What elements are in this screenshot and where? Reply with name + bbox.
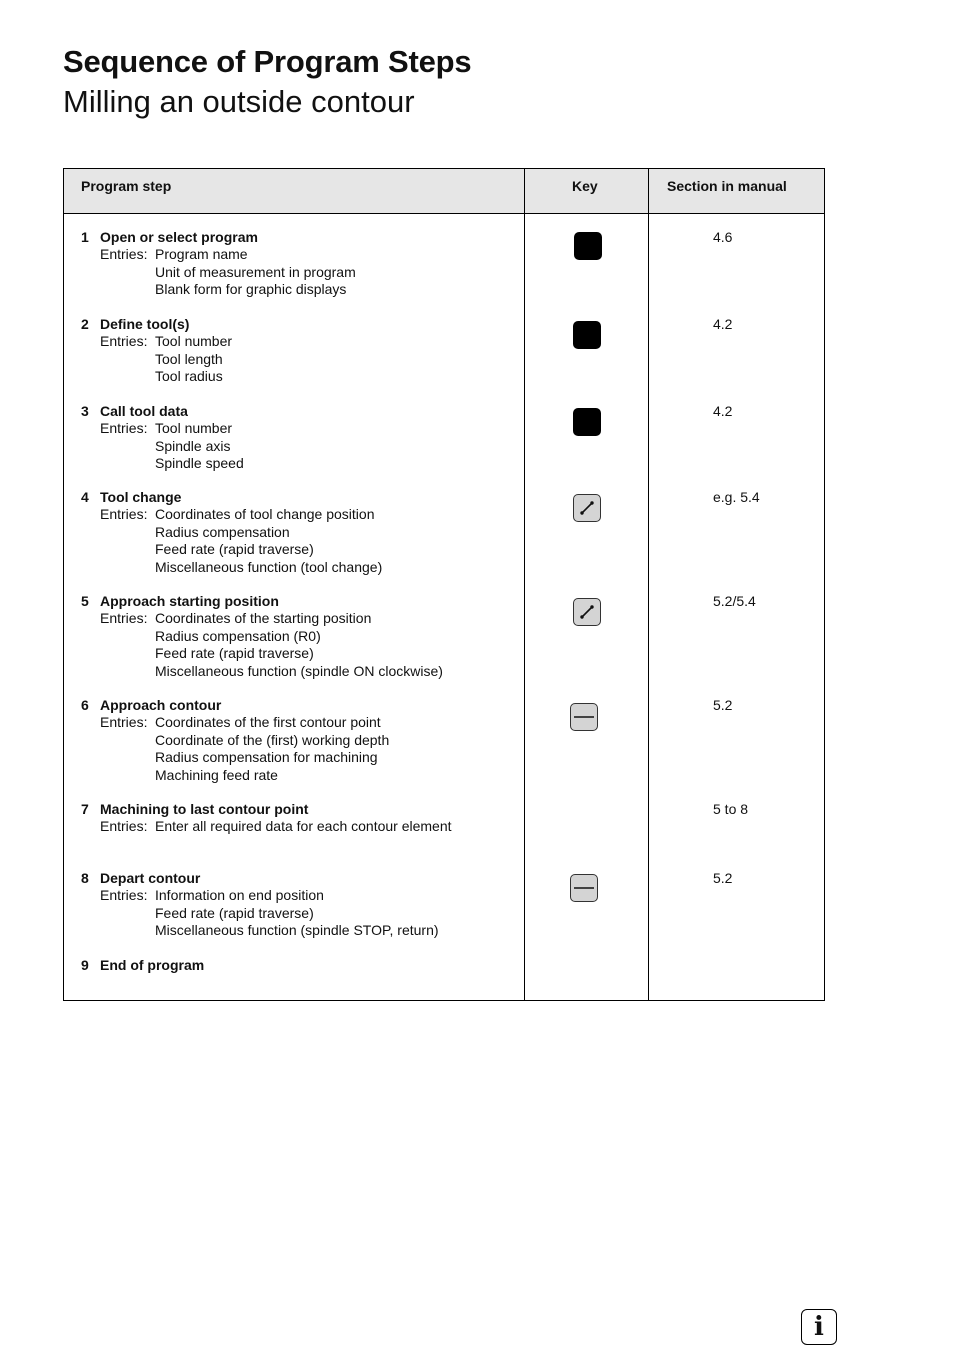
program-step xyxy=(81,593,443,680)
table-header xyxy=(64,169,824,214)
step-title: Machining to last contour point xyxy=(100,801,309,817)
entry-item: Coordinates of tool change position xyxy=(155,506,375,523)
step-number: 2 xyxy=(81,316,89,332)
horizontal-line-key-icon xyxy=(570,703,598,731)
entry-item: Enter all required data for each contour element xyxy=(155,818,452,835)
program-steps-table xyxy=(63,168,825,1001)
step-heading xyxy=(81,316,232,333)
section-reference: e.g. 5.4 xyxy=(713,489,760,505)
entry-item: Feed rate (rapid traverse) xyxy=(155,904,314,921)
entries-label: Entries: xyxy=(100,506,148,523)
program-step xyxy=(81,316,232,386)
line-key-icon xyxy=(573,598,601,626)
entry-item: Miscellaneous function (spindle STOP, return) xyxy=(155,922,439,939)
step-heading xyxy=(81,489,382,506)
entry-item: Radius compensation (R0) xyxy=(155,627,321,644)
step-title: Tool change xyxy=(100,489,182,505)
step-heading xyxy=(81,697,389,714)
step-heading xyxy=(81,229,356,246)
step-entries xyxy=(81,714,389,784)
black-key-icon xyxy=(574,232,602,260)
step-entries xyxy=(81,610,443,680)
entry-item: Coordinates of the starting position xyxy=(155,610,372,627)
program-step xyxy=(81,229,356,299)
step-title: Define tool(s) xyxy=(100,316,190,332)
entry-item: Feed rate (rapid traverse) xyxy=(155,541,314,558)
section-reference: 4.6 xyxy=(713,229,733,245)
entries-label: Entries: xyxy=(100,818,148,835)
page-subtitle: Milling an outside contour xyxy=(63,84,415,119)
section-reference: 4.2 xyxy=(713,403,733,419)
entry-item: Tool number xyxy=(155,333,233,350)
step-entries xyxy=(81,420,244,472)
step-number: 1 xyxy=(81,229,89,245)
entries-list xyxy=(155,333,232,385)
section-reference: 5.2 xyxy=(713,870,733,886)
entry-item: Tool length xyxy=(155,350,223,367)
section-reference: 4.2 xyxy=(713,316,733,332)
entry-item: Miscellaneous function (tool change) xyxy=(155,558,383,575)
entries-list xyxy=(155,506,382,576)
step-heading xyxy=(81,801,452,818)
entry-item: Miscellaneous function (spindle ON clockwise) xyxy=(155,662,443,679)
step-title: Approach starting position xyxy=(100,593,279,609)
entries-label: Entries: xyxy=(100,610,148,627)
entry-item: Radius compensation for machining xyxy=(155,749,378,766)
entries-list xyxy=(155,610,443,680)
entries-list xyxy=(155,887,439,939)
step-heading xyxy=(81,593,443,610)
entries-label: Entries: xyxy=(100,887,148,904)
entry-item: Radius compensation xyxy=(155,523,290,540)
entries-list xyxy=(155,420,244,472)
section-reference: 5.2 xyxy=(713,697,733,713)
entries-list xyxy=(155,246,356,298)
entry-item: Tool radius xyxy=(155,368,223,385)
page-title: Sequence of Program Steps xyxy=(63,44,472,79)
entry-item: Machining feed rate xyxy=(155,766,278,783)
black-key-icon xyxy=(573,408,601,436)
entry-item: Spindle speed xyxy=(155,455,244,472)
entries-list xyxy=(155,818,452,835)
program-step xyxy=(81,957,204,974)
step-entries xyxy=(81,818,452,835)
entry-item: Coordinate of the (first) working depth xyxy=(155,731,390,748)
entries-list xyxy=(155,714,389,784)
step-title: Call tool data xyxy=(100,403,188,419)
program-step xyxy=(81,801,452,836)
step-entries xyxy=(81,506,382,576)
step-title: Depart contour xyxy=(100,870,201,886)
entries-label: Entries: xyxy=(100,246,148,263)
column-divider xyxy=(648,169,649,1000)
horizontal-line-key-icon xyxy=(570,874,598,902)
entry-item: Program name xyxy=(155,246,248,263)
step-title: End of program xyxy=(100,957,205,973)
section-reference: 5.2/5.4 xyxy=(713,593,756,609)
entry-item: Coordinates of the first contour point xyxy=(155,714,381,731)
step-number: 6 xyxy=(81,697,89,713)
entry-item: Unit of measurement in program xyxy=(155,263,356,280)
entries-label: Entries: xyxy=(100,420,148,437)
step-heading xyxy=(81,403,244,420)
header-program-step: Program step xyxy=(81,178,172,194)
step-number: 8 xyxy=(81,870,89,886)
step-number: 5 xyxy=(81,593,89,609)
header-section: Section in manual xyxy=(667,178,787,194)
program-step xyxy=(81,870,439,940)
info-icon-glyph: i xyxy=(814,1312,824,1342)
entries-label: Entries: xyxy=(100,714,148,731)
step-entries xyxy=(81,246,356,298)
step-number: 4 xyxy=(81,489,89,505)
entry-item: Information on end position xyxy=(155,887,324,904)
entry-item: Spindle axis xyxy=(155,437,231,454)
step-title: Approach contour xyxy=(100,697,222,713)
step-heading xyxy=(81,957,204,974)
info-icon xyxy=(801,1309,837,1345)
step-entries xyxy=(81,333,232,385)
entry-item: Feed rate (rapid traverse) xyxy=(155,645,314,662)
step-number: 7 xyxy=(81,801,89,817)
program-step xyxy=(81,697,389,784)
step-number: 9 xyxy=(81,957,89,973)
step-heading xyxy=(81,870,439,887)
step-number: 3 xyxy=(81,403,89,419)
black-key-icon xyxy=(573,321,601,349)
line-key-icon xyxy=(573,494,601,522)
step-title: Open or select program xyxy=(100,229,258,245)
program-step xyxy=(81,403,244,473)
entries-label: Entries: xyxy=(100,333,148,350)
header-key: Key xyxy=(572,178,598,194)
section-reference: 5 to 8 xyxy=(713,801,749,817)
entry-item: Blank form for graphic displays xyxy=(155,281,347,298)
column-divider xyxy=(524,169,525,1000)
step-entries xyxy=(81,887,439,939)
entry-item: Tool number xyxy=(155,420,233,437)
program-step xyxy=(81,489,382,576)
